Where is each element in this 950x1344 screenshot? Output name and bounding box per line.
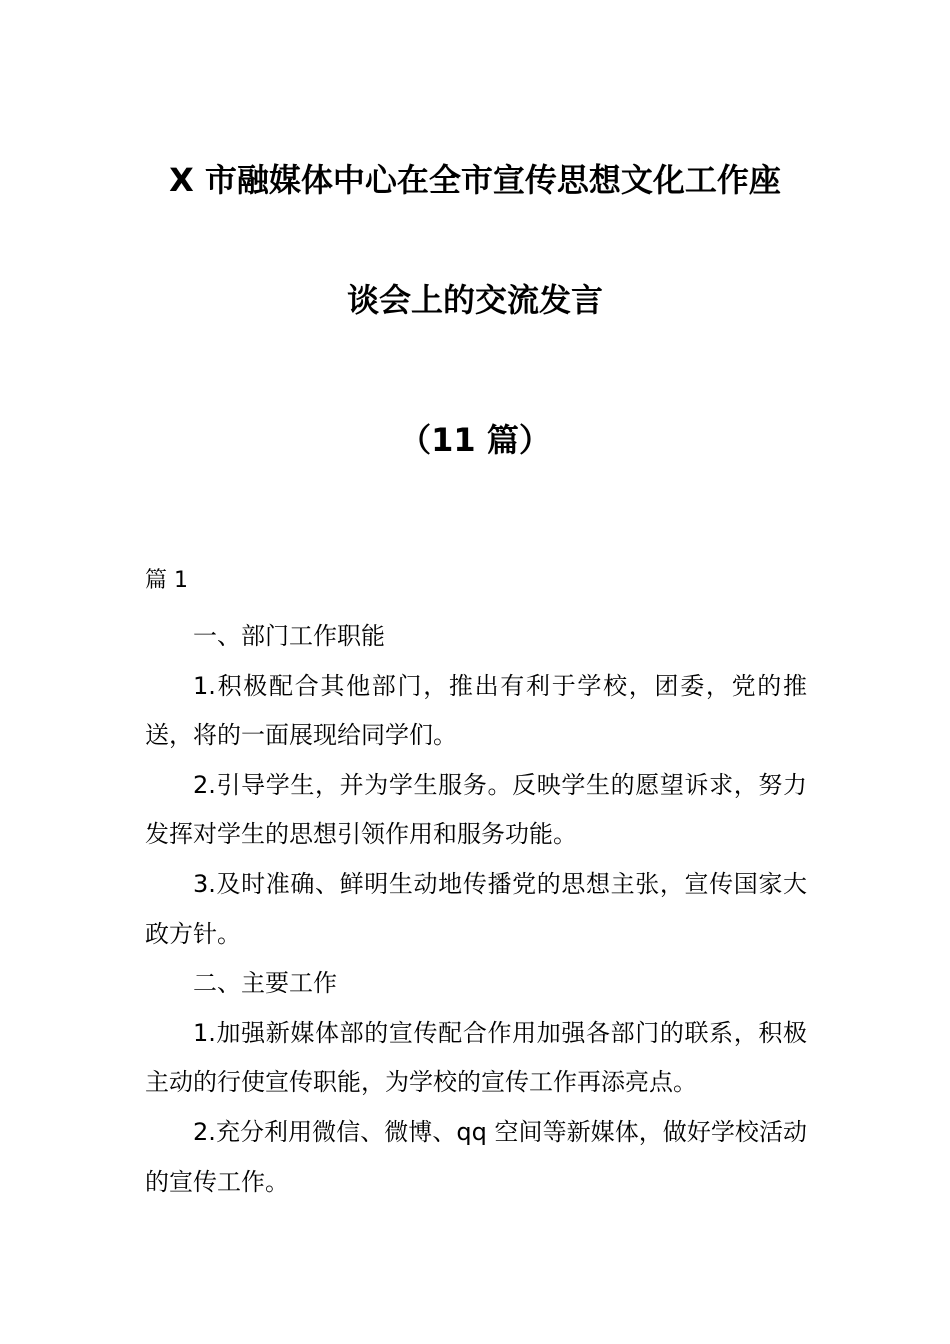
paragraph: 1.积极配合其他部门，推出有利于学校，团委，党的推送，将的一面展现给同学们。 [145,671,807,750]
heading-department-functions: 一、部门工作职能 [193,622,385,650]
section-label: 篇 1 [145,568,188,593]
document-count-subtitle: （11 篇） [399,421,551,459]
document-title-line-1: X 市融媒体中心在全市宣传思想文化工作座 [169,161,781,199]
paragraph: 1.加强新媒体部的宣传配合作用加强各部门的联系，积极主动的行使宣传职能，为学校的宣传工作再添亮点。 [145,1018,807,1097]
paragraph: 3.及时准确、鲜明生动地传播党的思想主张，宣传国家大政方针。 [145,869,807,948]
document-title-line-2: 谈会上的交流发言 [346,281,603,319]
document-body [145,612,807,1207]
heading-main-work: 二、主要工作 [193,969,337,998]
paragraph: 2.引导学生，并为学生服务。反映学生的愿望诉求，努力发挥对学生的思想引领作用和服务功能。 [145,770,807,849]
paragraph: 2.充分利用微信、微博、qq 空间等新媒体，做好学校活动的宣传工作。 [145,1117,807,1196]
